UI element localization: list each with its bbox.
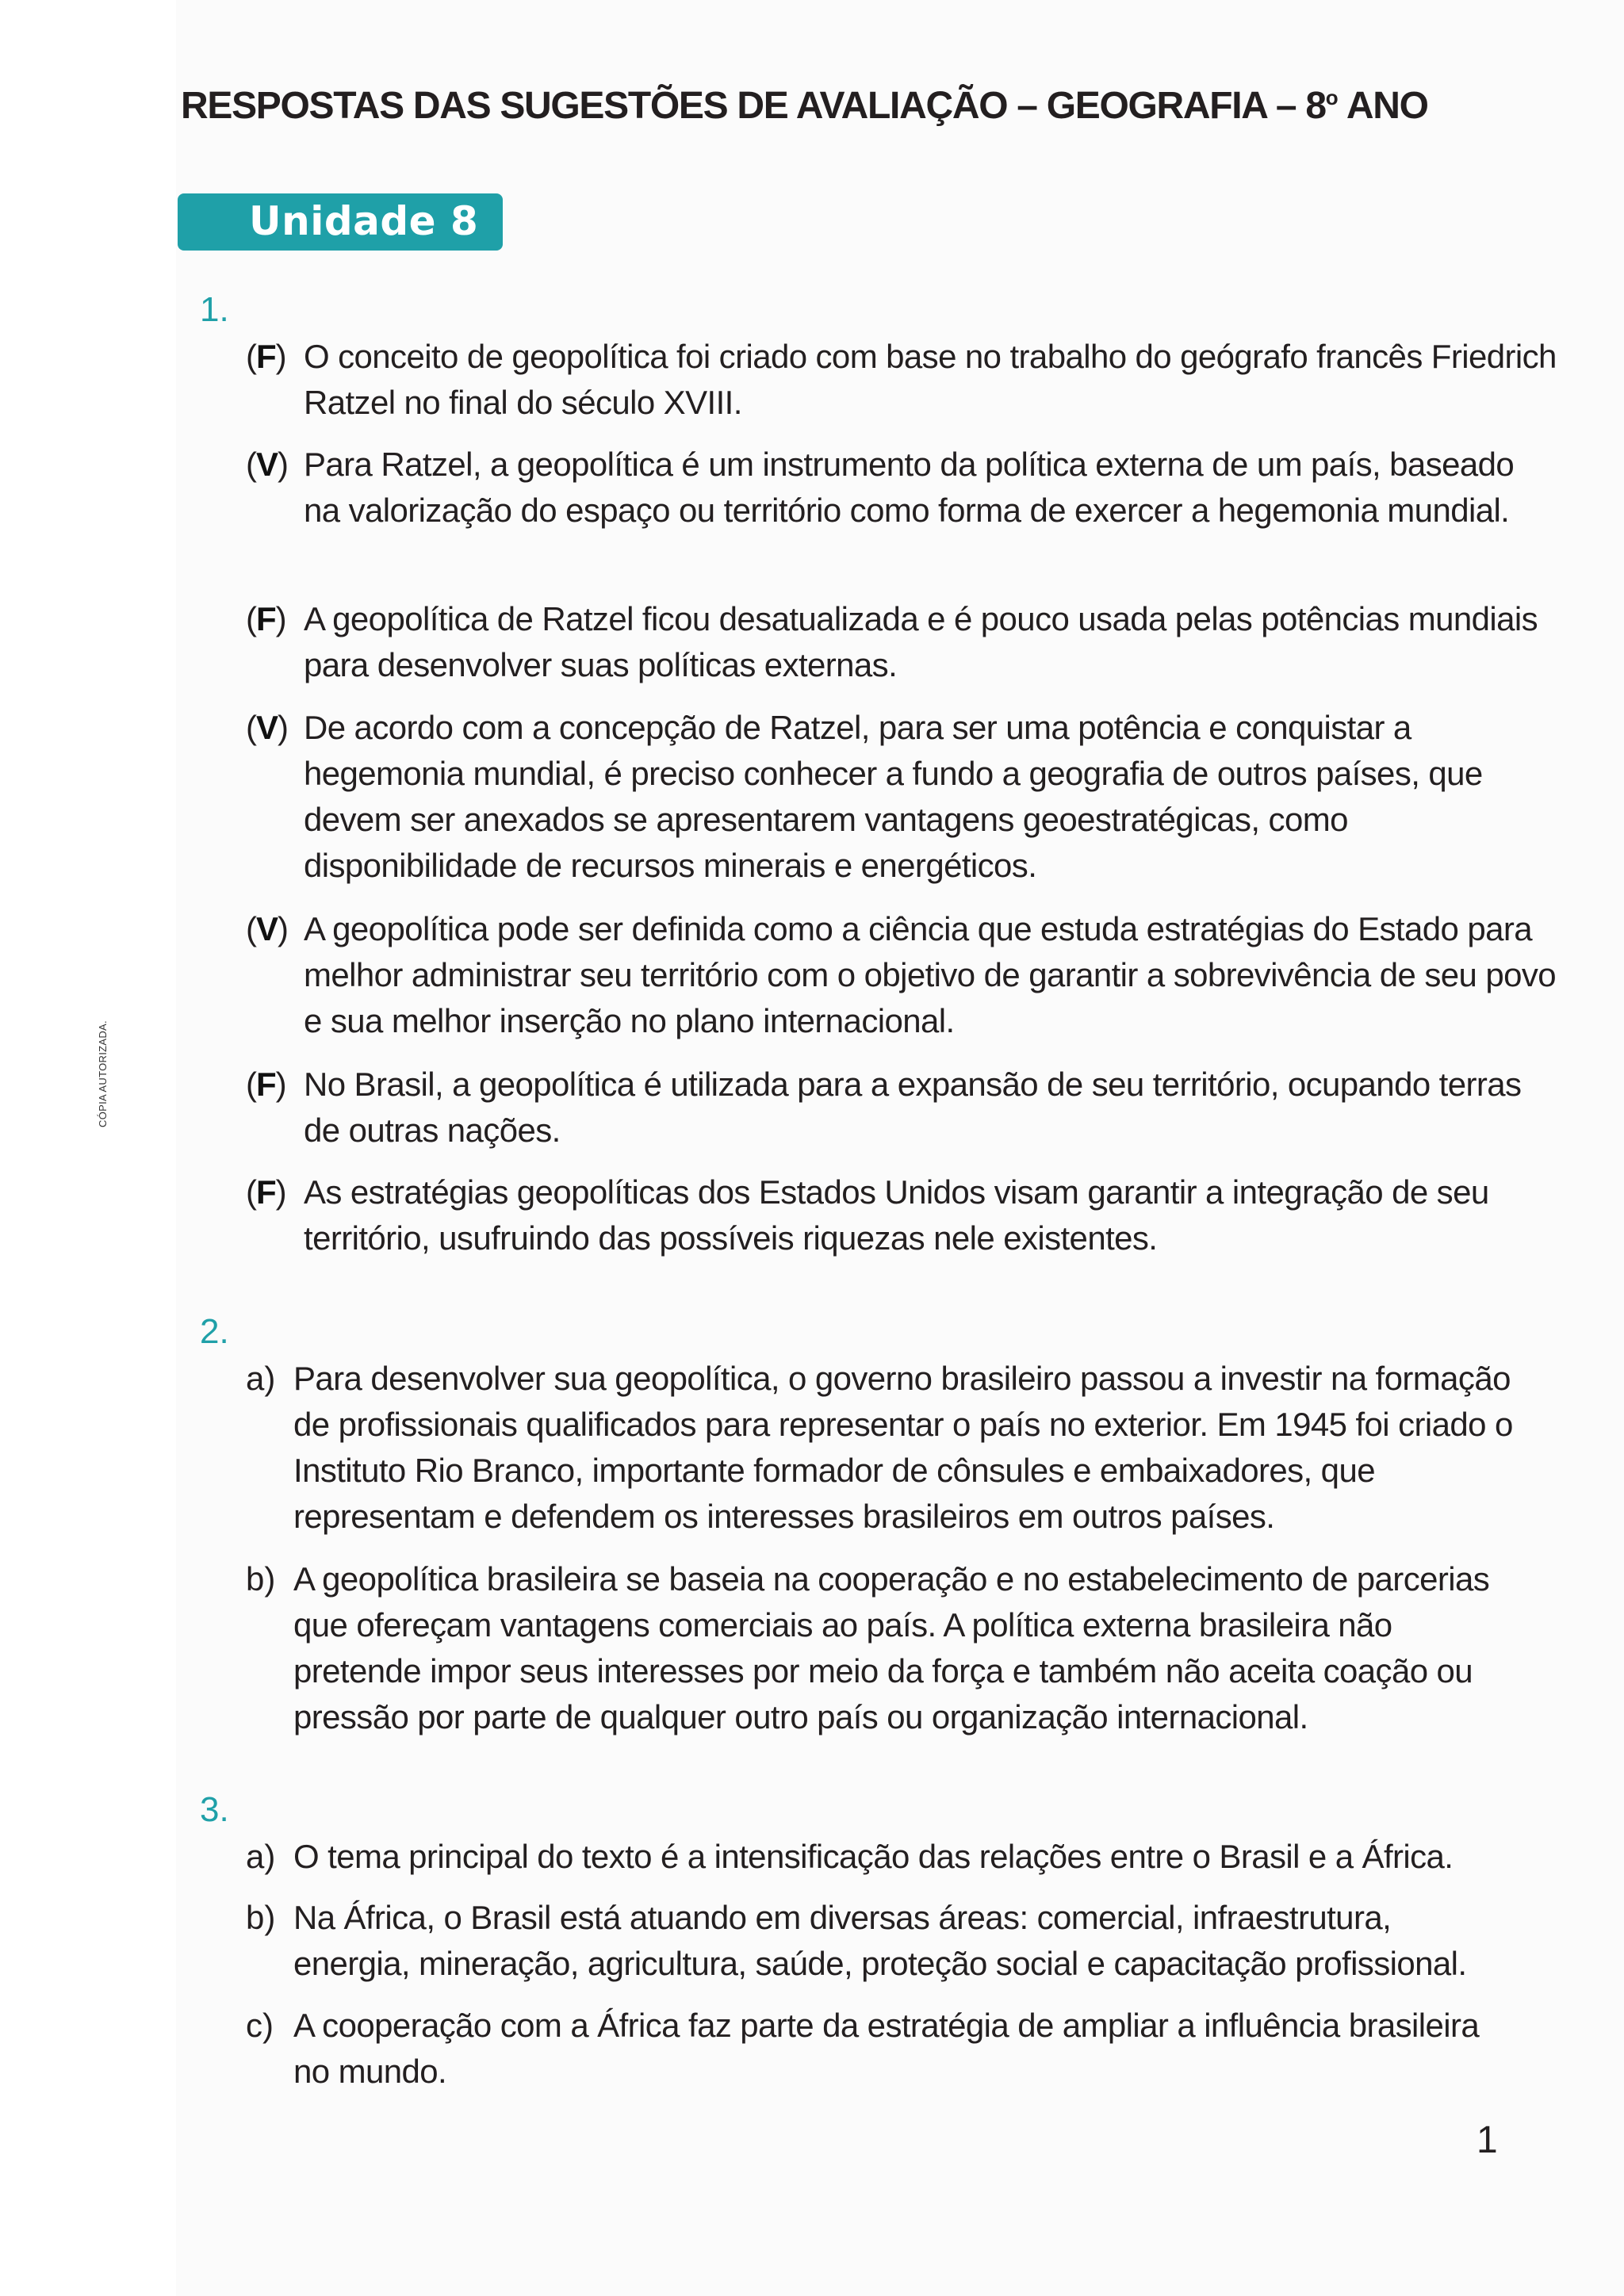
statement-text: As estratégias geopolíticas dos Estados Unidos visam garantir a integração de seu território, usufruindo das possíveis riquezas nele existentes. — [304, 1173, 1489, 1257]
statement-mark: (F) — [246, 338, 286, 375]
answer-item — [0, 1895, 1515, 1987]
answer-letter: a) — [246, 1360, 276, 1397]
question-2-number: 2. — [200, 1312, 229, 1351]
statement-item — [0, 705, 1557, 889]
statement-mark: (F) — [246, 1066, 286, 1103]
question-3-number: 3. — [200, 1790, 229, 1829]
answer-text: A cooperação com a África faz parte da estratégia de ampliar a influência brasileira no mundo. — [293, 2007, 1480, 2090]
answer-letter: a) — [246, 1838, 276, 1875]
answer-text: Na África, o Brasil está atuando em diversas áreas: comercial, infraestrutura, energia, mineração, agricultura, saúde, proteção social e capacitação profissional. — [293, 1899, 1467, 1982]
statement-mark: (V) — [246, 910, 289, 947]
answer-letter: b) — [246, 1899, 276, 1936]
statement-item — [0, 1062, 1557, 1154]
answer-item — [0, 2003, 1515, 2095]
statement-item — [0, 596, 1557, 688]
answer-item — [0, 1356, 1515, 1540]
statement-text: A geopolítica pode ser definida como a ciência que estuda estratégias do Estado para melhor administrar seu território com o objetivo de garantir a sobrevivência de seu povo e sua melhor inserção no plano internacional. — [304, 910, 1557, 1039]
unit-badge — [178, 193, 503, 251]
answer-text: A geopolítica brasileira se baseia na cooperação e no estabelecimento de parcerias que ofereçam vantagens comerciais ao país. A política externa brasileira não pretende impor seus interesses por meio da força e também não aceita coação ou pressão por parte de qualquer outro país ou organização internacional. — [293, 1560, 1490, 1735]
statement-mark: (F) — [246, 1173, 286, 1211]
side-note: CÓPIA AUTORIZADA. — [97, 1020, 109, 1127]
statement-text: O conceito de geopolítica foi criado com base no trabalho do geógrafo francês Friedrich Ratzel no final do século XVIII. — [304, 338, 1557, 421]
page-number: 1 — [1477, 2119, 1498, 2161]
answer-item — [0, 1556, 1515, 1740]
answer-item — [0, 1834, 1530, 1880]
statement-text: Para Ratzel, a geopolítica é um instrumento da política externa de um país, baseado na valorização do espaço ou território como forma de exercer a hegemonia mundial. — [304, 446, 1515, 529]
answer-letter: c) — [246, 2007, 274, 2044]
statement-text: No Brasil, a geopolítica é utilizada para a expansão de seu território, ocupando terras de outras nações. — [304, 1066, 1522, 1149]
statement-mark: (V) — [246, 446, 289, 483]
page-title: RESPOSTAS DAS SUGESTÕES DE AVALIAÇÃO – GEOGRAFIA – 8$^o$ ANO — [181, 85, 1428, 127]
unit-badge-label: Unidade 8 — [249, 198, 479, 244]
statement-item — [0, 334, 1557, 426]
answer-letter: b) — [246, 1560, 276, 1598]
answer-text: O tema principal do texto é a intensificação das relações entre o Brasil e a África. — [293, 1838, 1454, 1875]
statement-item — [0, 442, 1557, 534]
statement-mark: (F) — [246, 600, 286, 637]
statement-mark: (V) — [246, 709, 289, 746]
statement-text: De acordo com a concepção de Ratzel, para ser uma potência e conquistar a hegemonia mundial, é preciso conhecer a fundo a geografia de outros países, que devem ser anexados se apresentarem vantagens geoestratégicas, como disponibilidade de recursos minerais e energéticos. — [304, 709, 1483, 884]
statement-text: A geopolítica de Ratzel ficou desatualizada e é pouco usada pelas potências mundiais para desenvolver suas políticas externas. — [304, 600, 1538, 683]
statement-item — [0, 906, 1557, 1044]
statement-item — [0, 1169, 1557, 1261]
question-1-number: 1. — [200, 290, 229, 329]
answer-text: Para desenvolver sua geopolítica, o governo brasileiro passou a investir na formação de profissionais qualificados para representar o país no exterior. Em 1945 foi criado o Instituto Rio Branco, importante formador de cônsules e embaixadores, que representam e defendem os interesses brasileiros em outros países. — [293, 1360, 1513, 1535]
